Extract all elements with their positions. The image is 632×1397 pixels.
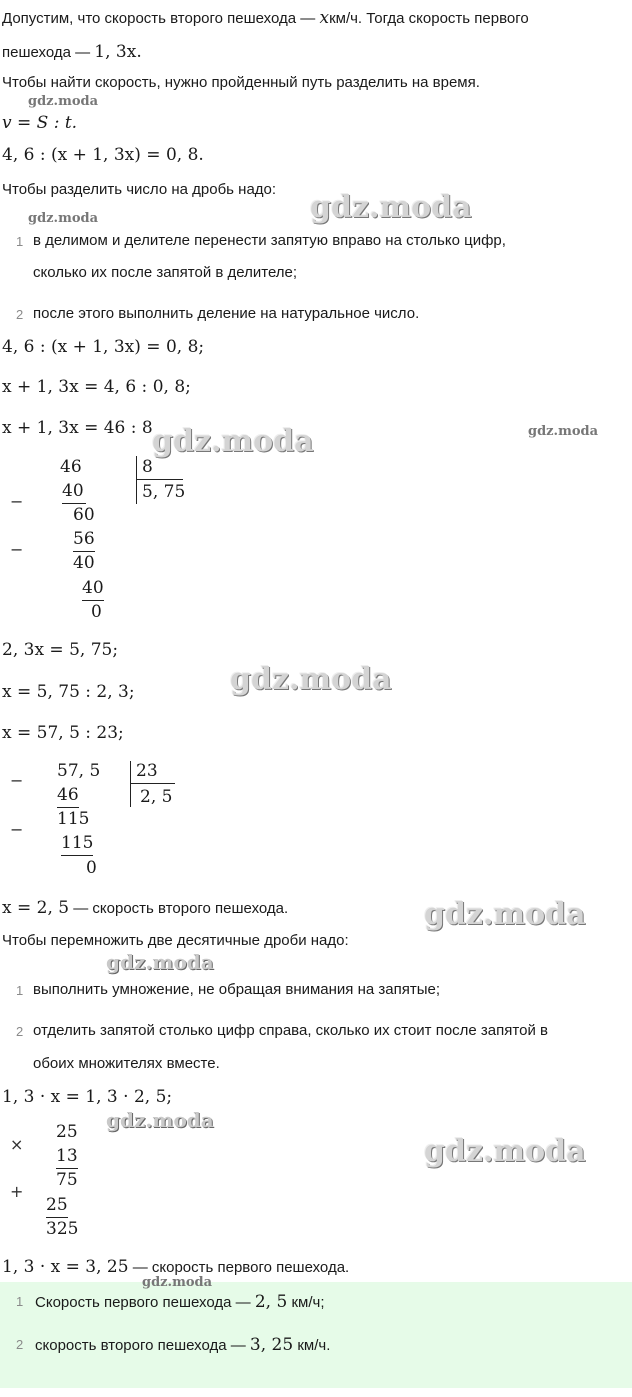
list-item-continued: обоих множителях вместе. [33, 1055, 220, 1072]
partial-product: 25 [46, 1193, 68, 1218]
list-number: 1 [16, 983, 24, 998]
result-first-math: 1, 3 · x = 3, 25 [2, 1257, 129, 1277]
list-number: 1 [16, 234, 24, 249]
multiply-rule-heading: Чтобы перемножить две десятичные дроби надо: [2, 932, 349, 949]
remainder: 0 [86, 858, 97, 878]
remainder: 40 [73, 553, 95, 573]
solution2-eq-b: x = 5, 75 : 2, 3; [2, 682, 135, 702]
speed-rule: Чтобы найти скорость, нужно пройденный путь разделить на время. [2, 74, 480, 91]
watermark: gdz.moda [310, 190, 472, 225]
dividend: 57, 5 [57, 761, 101, 781]
divisor: 23 [136, 761, 158, 781]
formula: v = S : t. [2, 113, 78, 133]
minus-sign: − [10, 820, 24, 839]
answer-text: скорость второго пешехода — [35, 1337, 250, 1354]
result-first-text: — скорость первого пешехода. [128, 1259, 350, 1276]
result-x [2, 898, 288, 918]
quotient: 5, 75 [142, 482, 186, 502]
times-sign: × [10, 1135, 24, 1154]
intro-line-2 [2, 42, 142, 62]
mult-equation: 1, 3 · x = 1, 3 · 2, 5; [2, 1087, 173, 1107]
remainder: 0 [91, 602, 102, 622]
multiplier: 13 [56, 1144, 78, 1169]
subtrahend: 46 [57, 783, 79, 808]
answer-item [35, 1335, 330, 1355]
division-bar [130, 761, 131, 807]
answer-text: Скорость первого пешехода — [35, 1294, 255, 1311]
list-item: отделить запятой столько цифр справа, сколько их стоит после запятой в [33, 1022, 548, 1039]
list-number: 2 [16, 307, 24, 322]
answer-unit: км/ч; [287, 1294, 325, 1311]
answer-number: 2 [16, 1337, 24, 1352]
equation-1: 4, 6 : (x + 1, 3x) = 0, 8. [2, 145, 204, 165]
minus-sign: − [10, 540, 24, 559]
subtrahend: 40 [82, 576, 104, 601]
quotient: 2, 5 [140, 787, 173, 807]
answer-unit: км/ч. [293, 1337, 331, 1354]
intro-tail: км/ч. Тогда скорость первого [329, 10, 529, 27]
plus-sign: + [10, 1182, 24, 1201]
answer-math: 2, 5 [254, 1292, 288, 1312]
subtrahend: 40 [62, 479, 86, 504]
multiplicand: 25 [56, 1122, 78, 1142]
division-line [131, 783, 175, 784]
dividend: 46 [60, 457, 82, 477]
division-rule-heading: Чтобы разделить число на дробь надо: [2, 181, 277, 198]
watermark: gdz.moda [106, 1108, 214, 1132]
divisor: 8 [142, 457, 153, 477]
solution-eq-c: x + 1, 3x = 46 : 8 [2, 418, 153, 438]
answer-item [35, 1292, 325, 1312]
intro-text: Допустим, что скорость второго пешехода — [2, 10, 320, 27]
solution2-eq-c: x = 57, 5 : 23; [2, 723, 124, 743]
intro-line-1 [2, 8, 529, 28]
solution2-eq-a: 2, 3x = 5, 75; [2, 640, 119, 660]
list-item: выполнить умножение, не обращая внимания на запятые; [33, 981, 441, 998]
list-item-continued: сколько их после запятой в делителе; [33, 264, 298, 281]
answer-math: 3, 25 [249, 1335, 294, 1355]
list-number: 2 [16, 1024, 24, 1039]
watermark: gdz.moda [528, 424, 599, 439]
watermark: gdz.moda [424, 897, 586, 932]
minus-sign: − [10, 492, 24, 511]
division-bar [136, 456, 137, 504]
result-first [2, 1257, 349, 1277]
watermark: gdz.moda [28, 94, 99, 109]
remainder: 115 [57, 809, 90, 829]
answer-number: 1 [16, 1294, 24, 1309]
partial-product: 75 [56, 1170, 78, 1190]
watermark: gdz.moda [424, 1134, 586, 1169]
intro-line2-text: пешехода — [2, 44, 95, 61]
solution-eq-b: x + 1, 3x = 4, 6 : 0, 8; [2, 377, 191, 397]
remainder: 60 [73, 505, 95, 525]
list-item: в делимом и делителе перенести запятую вправо на столько цифр, [33, 232, 506, 249]
intro-variable: x [319, 8, 330, 28]
solution-eq-a: 4, 6 : (x + 1, 3x) = 0, 8; [2, 337, 205, 357]
watermark: gdz.moda [152, 424, 314, 459]
watermark: gdz.moda [106, 950, 214, 974]
product: 325 [46, 1219, 79, 1239]
list-item: после этого выполнить деление на натуральное число. [33, 305, 420, 322]
subtrahend: 115 [61, 831, 93, 856]
watermark: gdz.moda [142, 1275, 213, 1290]
subtrahend: 56 [73, 527, 95, 552]
intro-line2-math: 1, 3x. [94, 42, 142, 62]
result-x-math: x = 2, 5 [2, 898, 70, 918]
minus-sign: − [10, 771, 24, 790]
watermark: gdz.moda [28, 211, 99, 226]
result-x-text: — скорость второго пешехода. [69, 900, 289, 917]
watermark: gdz.moda [230, 662, 392, 697]
